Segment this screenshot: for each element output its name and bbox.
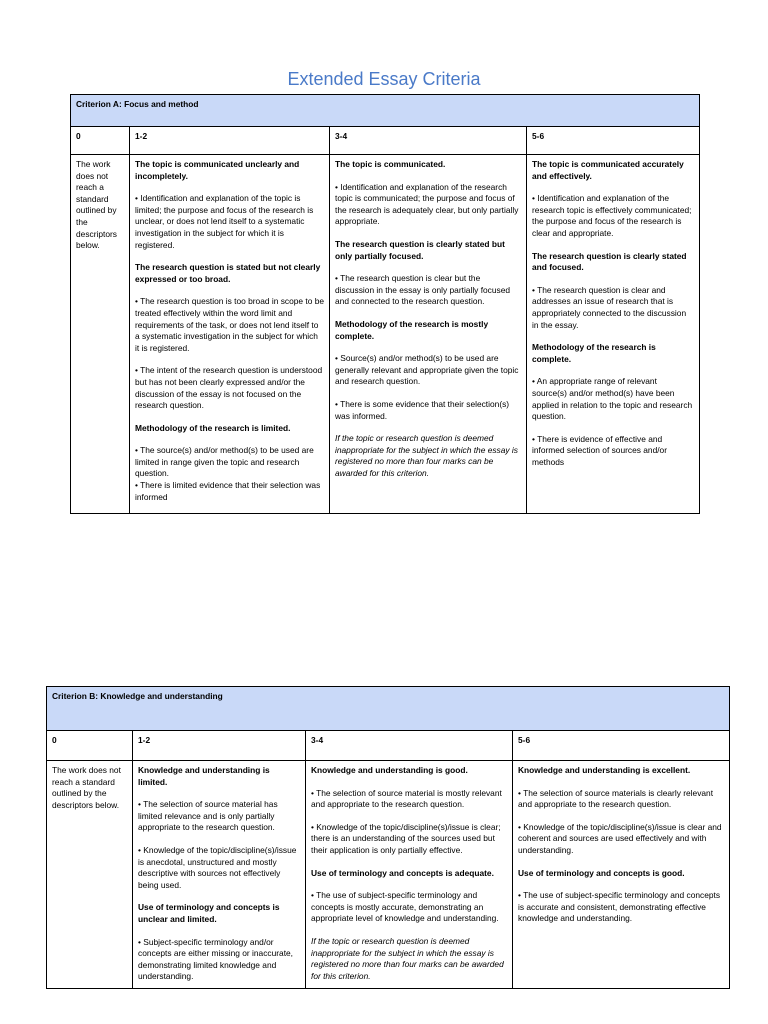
descriptor-bullet: • The intent of the research question is understood but has not been clearly expressed and/or the discussion of the essay is not focused on the research question. (135, 365, 323, 411)
descriptor-heading-text: complete (532, 353, 569, 364)
descriptor-heading: The topic is communicated accurately and effectively. (532, 159, 684, 181)
descriptor-bullet: • The selection of source material is mostly relevant and appropriate to the research question. (311, 787, 502, 810)
descriptor-bullet: • The source(s) and/or method(s) to be used are limited in range given the topic and research question. (135, 445, 314, 479)
level-3-4-descriptor (330, 155, 527, 514)
level-header: 3-4 (330, 127, 527, 155)
level-1-2-descriptor (130, 155, 330, 514)
descriptor-heading: The topic is communicated. (335, 159, 446, 169)
level-header: 3-4 (306, 731, 513, 761)
criterion-a-title: Criterion A: Focus and method (71, 95, 700, 127)
descriptor-bullet: • Identification and explanation of the research topic is effectively communicated; the purpose and focus of the research is clear and appropriate. (532, 193, 692, 238)
descriptor-bullet: • Knowledge of the topic/discipline(s)/issue is clear and coherent and sources are used effectively and with understanding. (518, 821, 722, 855)
descriptor-heading: Use of terminology and concepts is unclear and limited. (138, 902, 280, 924)
descriptor-heading: Knowledge and understanding is excellent. (518, 765, 691, 775)
level-3-4-descriptor (306, 761, 513, 989)
descriptor-bullet: • The research question is too broad in scope to be treated effectively within the word limit and requirements of the task, or does not lend itself to a systematic investigation in the subject for which it is registered. (135, 296, 325, 353)
descriptor-heading-text: Methodology of the research is (532, 342, 656, 353)
descriptor-bullet: • The selection of source material has limited relevance and is only partially appropriate to the research question. (138, 799, 278, 833)
level-header: 0 (71, 127, 130, 155)
descriptor-heading: Knowledge and understanding is limited. (138, 765, 270, 787)
descriptor-bullet: • Identification and explanation of the topic is limited; the purpose and focus of the research is unclear, or does not lend itself to a systematic investigation in the subject for which it is registered. (135, 193, 314, 250)
level-header: 0 (47, 731, 133, 761)
descriptor-text: The work does not reach a standard outlined by the descriptors below. (76, 159, 117, 251)
criterion-b-table (46, 686, 730, 989)
descriptor-bullet: • Knowledge of the topic/discipline(s)/issue is clear; there is an understanding of the sources used but their application is only partially effective. (311, 821, 501, 855)
descriptor-heading: The research question is clearly stated but only partially focused. (335, 238, 505, 261)
descriptor-heading-text: Use of terminology and concepts is unclear and limited (138, 902, 280, 924)
criterion-a-table (70, 94, 700, 514)
level-0-descriptor (71, 155, 130, 514)
level-1-2-descriptor (133, 761, 306, 989)
descriptor-text: The work does not reach a standard outlined by the descriptors below. (52, 765, 121, 810)
descriptor-note: If the topic or research question is deemed inappropriate for the subject in which the essay is registered no more than four marks can be awarded for this criterion. (335, 433, 518, 478)
descriptor-heading: Use of terminology and concepts is good. (518, 867, 685, 878)
descriptor-bullet: • Knowledge of the topic/discipline(s)/issue is anecdotal, unstructured and mostly descriptive with sources not effectively being used. (138, 844, 297, 890)
level-5-6-descriptor (527, 155, 700, 514)
descriptor-heading: Methodology of the research is mostly complete. (335, 318, 489, 341)
descriptor-bullet: • Source(s) and/or method(s) to be used are generally relevant and appropriate given the topic and research question. (335, 353, 519, 387)
descriptor-bullet: • There is some evidence that their selection(s) was informed. (335, 398, 510, 421)
descriptor-bullet: • Identification and explanation of the research topic is communicated; the purpose and focus of the research is adequately clear, but only partially appropriate. (335, 181, 519, 227)
descriptor-heading: Methodology of the research is limited. (135, 422, 291, 433)
level-header: 1-2 (133, 731, 306, 761)
level-0-descriptor (47, 761, 133, 989)
descriptor-bullet: • The research question is clear and addresses an issue of research that is appropriately connected to the discussion in the essay. (532, 284, 687, 330)
descriptor-heading: The research question is clearly stated and focused. (532, 250, 687, 273)
descriptor-bullet: • Subject-specific terminology and/or concepts are either missing or inaccurate, demonstrating limited knowledge and understanding. (138, 936, 294, 982)
level-header: 1-2 (130, 127, 330, 155)
descriptor-bullet: • There is evidence of effective and informed selection of sources and/or methods (532, 433, 668, 467)
descriptor-heading: The topic is communicated unclearly and incompletely. (135, 159, 300, 181)
descriptor-heading: Use of terminology and concepts is adequate. (311, 867, 494, 878)
descriptor-bullet: • The use of subject-specific terminology and concepts is mostly accurate, demonstrating an appropriate level of knowledge and understanding. (311, 890, 499, 924)
level-header: 5-6 (527, 127, 700, 155)
descriptor-heading: Methodology of the research is complete. (532, 342, 656, 364)
level-header: 5-6 (513, 731, 730, 761)
level-5-6-descriptor (513, 761, 730, 989)
descriptor-bullet: • There is limited evidence that their selection was informed (135, 480, 321, 502)
descriptor-bullet: • The selection of source materials is clearly relevant and appropriate to the research question. (518, 787, 714, 810)
descriptor-bullet: • The use of subject-specific terminology and concepts is accurate and consistent, demonstrating effective knowledge and understanding. (518, 890, 721, 924)
descriptor-heading: The research question is stated but not clearly expressed or too broad. (135, 262, 321, 284)
page-title: Extended Essay Criteria (287, 69, 481, 89)
descriptor-note: If the topic or research question is deemed inappropriate for the subject in which the essay is registered no more than four marks can be awarded for this criterion. (311, 935, 504, 981)
criterion-b-title: Criterion B: Knowledge and understanding (47, 687, 730, 731)
descriptor-heading: Knowledge and understanding is good. (311, 765, 468, 775)
descriptor-bullet: • The research question is clear but the discussion in the essay is only partially focused and connected to the research question. (335, 273, 511, 307)
descriptor-bullet: • An appropriate range of relevant source(s) and/or method(s) have been applied in relation to the topic and research question. (532, 376, 693, 422)
